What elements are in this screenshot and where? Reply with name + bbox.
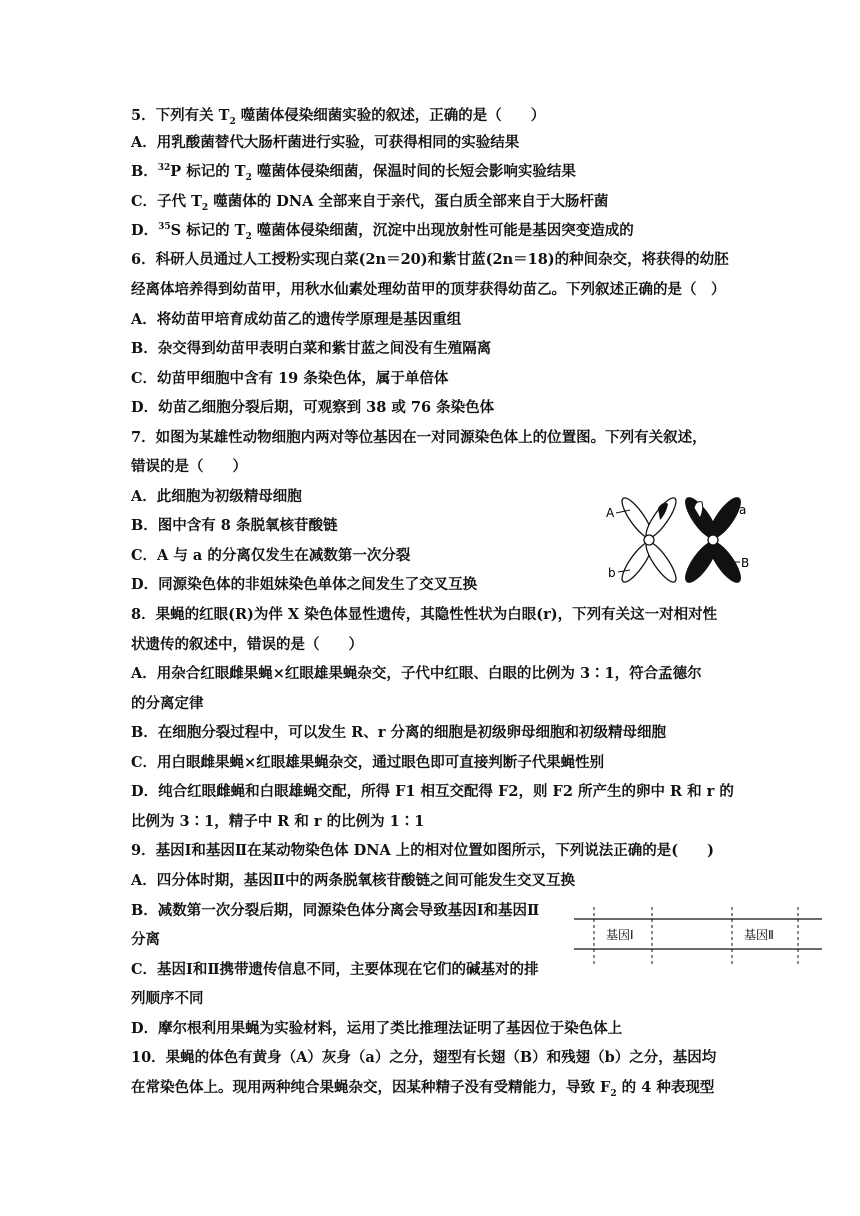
right-chromosome (681, 494, 746, 586)
label-B: B (741, 556, 750, 570)
q7-stem-line2: 错误的是（ ） (131, 458, 247, 475)
q5-option-b: B．$^{32}$P 标记的 $T_2$ 噬菌体侵染细菌，保温时间的长短会影响实验结果 (131, 163, 576, 183)
q8-option-b: B．在细胞分裂过程中，可以发生 R、r 分离的细胞是初级卵母细胞和初级精母细胞 (131, 724, 667, 741)
q8-option-a-line2: 的分离定律 (131, 695, 204, 712)
q9-stem: 9．基因Ⅰ和基因Ⅱ在某动物染色体 DNA 上的相对位置如图所示，下列说法正确的是( ) (131, 842, 714, 859)
q8-option-d-line1: D．纯合红眼雌蝇和白眼雄蝇交配，所得 F1 相互交配得 F2，则 F2 所产生的卵中 R 和 r 的 (131, 783, 734, 800)
label-A: A (606, 506, 615, 520)
dna-gene-figure (574, 905, 824, 967)
q9-option-c-line2: 列顺序不同 (131, 990, 204, 1007)
q9-option-a: A．四分体时期，基因Ⅱ中的两条脱氧核苷酸链之间可能发生交叉互换 (131, 872, 575, 889)
q6-option-b: B．杂交得到幼苗甲表明白菜和紫甘蓝之间没有生殖隔离 (131, 340, 492, 357)
q9-option-c-line1: C．基因Ⅰ和Ⅱ携带遗传信息不同，主要体现在它们的碱基对的排 (131, 961, 539, 978)
q6-option-c: C．幼苗甲细胞中含有 19 条染色体，属于单倍体 (131, 370, 449, 387)
q5-option-d: D．$^{35}$S 标记的 $T_2$ 噬菌体侵染细菌，沉淀中出现放射性可能是基因突变造成的 (131, 222, 634, 242)
q6-stem-line1: 6．科研人员通过人工授粉实现白菜(2n＝20)和紫甘蓝(2n＝18)的种间杂交，将获得的幼胚 (131, 251, 729, 268)
label-a: a (739, 503, 747, 517)
q9-option-b-line1: B．减数第一次分裂后期，同源染色体分离会导致基因Ⅰ和基因Ⅱ (131, 902, 540, 919)
q9-option-b-line2: 分离 (131, 931, 160, 948)
q7-option-b: B．图中含有 8 条脱氧核苷酸链 (131, 517, 338, 534)
label-b: b (608, 566, 616, 580)
q6-option-a: A．将幼苗甲培育成幼苗乙的遗传学原理是基因重组 (131, 311, 462, 328)
q8-option-a-line1: A．用杂合红眼雌果蝇×红眼雄果蝇杂交，子代中红眼、白眼的比例为 3∶1，符合孟德尔 (131, 665, 702, 682)
q7-option-c: C．A 与 a 的分离仅发生在减数第一次分裂 (131, 547, 411, 564)
left-chromosome (618, 494, 681, 585)
gene-2-label: 基因Ⅱ (744, 928, 774, 942)
q8-option-d-line2: 比例为 3∶1，精子中 R 和 r 的比例为 1∶1 (131, 813, 425, 830)
q8-option-c: C．用白眼雌果蝇×红眼雄果蝇杂交，通过眼色即可直接判断子代果蝇性别 (131, 754, 605, 771)
q8-stem-line1: 8．果蝇的红眼(R)为伴 X 染色体显性遗传，其隐性性状为白眼(r)，下列有关这一对相对性 (131, 606, 718, 623)
q7-option-d: D．同源染色体的非姐妹染色单体之间发生了交叉互换 (131, 576, 478, 593)
q5-stem: 5．下列有关 $T_2$ 噬菌体侵染细菌实验的叙述，正确的是（ ） (131, 107, 546, 127)
q5-option-c: C．子代 $T_2$ 噬菌体的 DNA 全部来自于亲代，蛋白质全部来自于大肠杆菌 (131, 193, 609, 213)
q10-stem-line2: 在常染色体上。现用两种纯合果蝇杂交，因某种精子没有受精能力，导致 $F_2$ 的 4 种表现型 (131, 1079, 715, 1099)
q9-option-d: D．摩尔根利用果蝇为实验材料，运用了类比推理法证明了基因位于染色体上 (131, 1020, 623, 1037)
q8-stem-line2: 状遗传的叙述中，错误的是（ ） (131, 636, 363, 653)
q6-stem-line2: 经离体培养得到幼苗甲，用秋水仙素处理幼苗甲的顶芽获得幼苗乙。下列叙述正确的是（ ） (131, 281, 726, 298)
q10-stem-line1: 10．果蝇的体色有黄身（A）灰身（a）之分，翅型有长翅（B）和残翅（b）之分，基因均 (131, 1049, 717, 1066)
q5-option-a: A．用乳酸菌替代大肠杆菌进行实验，可获得相同的实验结果 (131, 134, 520, 151)
q6-option-d: D．幼苗乙细胞分裂后期，可观察到 38 或 76 条染色体 (131, 399, 495, 416)
q7-option-a: A．此细胞为初级精母细胞 (131, 488, 302, 505)
chromosome-figure (600, 490, 760, 590)
gene-1-label: 基因Ⅰ (606, 928, 634, 942)
q7-stem-line1: 7．如图为某雄性动物细胞内两对等位基因在一对同源染色体上的位置图。下列有关叙述， (131, 429, 707, 446)
